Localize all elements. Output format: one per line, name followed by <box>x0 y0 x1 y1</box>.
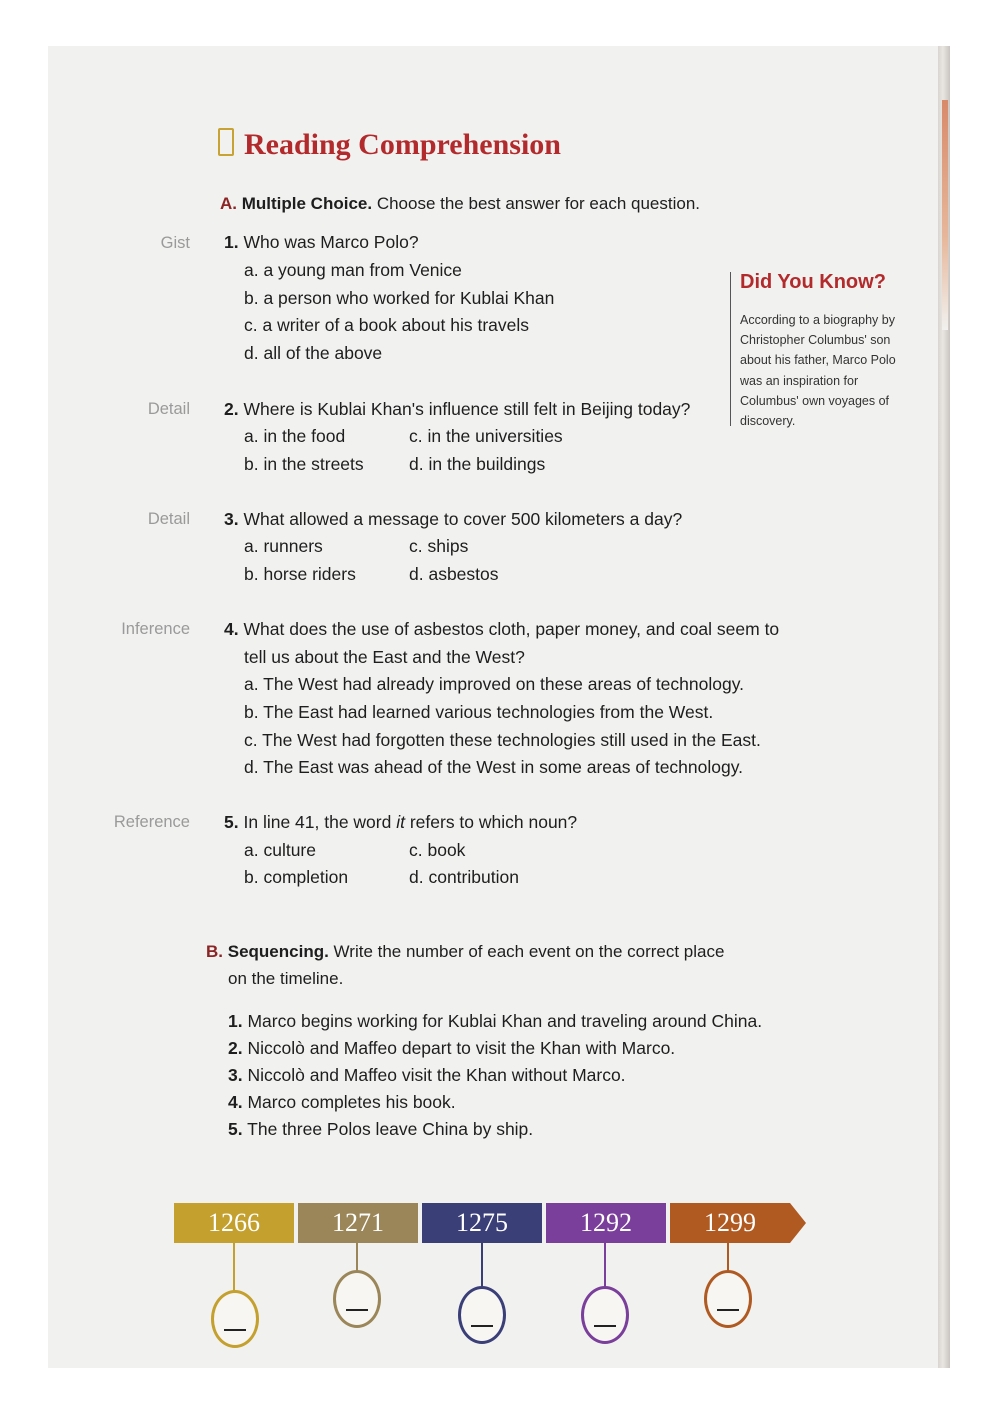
part-a-heading: Multiple Choice. <box>241 194 373 213</box>
answer-option[interactable]: c. ships <box>409 536 469 556</box>
part-a-label: A. <box>220 194 237 213</box>
question-4: 4. What does the use of asbestos cloth, paper money, and coal seem to <box>224 619 780 639</box>
part-a-text: Choose the best answer for each question. <box>376 194 701 213</box>
question-4-line-2: tell us about the East and the West? <box>244 647 525 667</box>
answer-blank <box>471 1325 493 1327</box>
answer-option[interactable]: b. The East had learned various technologies from the West. <box>244 702 714 722</box>
part-b-instruction <box>206 942 724 962</box>
timeline-segment: 1266 <box>174 1203 294 1243</box>
answer-option[interactable]: c. book <box>409 840 466 860</box>
question-category: Gist <box>160 234 190 252</box>
answer-option[interactable]: b. in the streets <box>244 454 364 474</box>
timeline-stem <box>356 1243 358 1273</box>
answer-blank <box>717 1309 739 1311</box>
question-5: 5. In line 41, the word it refers to which noun? <box>224 812 578 832</box>
timeline-segment: 1299 <box>670 1203 790 1243</box>
timeline-stem <box>481 1243 483 1289</box>
answer-option[interactable]: a. The West had already improved on these areas of technology. <box>244 674 745 694</box>
event-item: 4. Marco completes his book. <box>228 1092 456 1112</box>
answer-circle[interactable] <box>333 1270 381 1328</box>
answer-option[interactable]: d. in the buildings <box>409 454 546 474</box>
part-b-label: B. <box>206 942 223 961</box>
answer-option[interactable]: d. contribution <box>409 867 519 887</box>
answer-blank <box>224 1329 246 1331</box>
part-b-text: Write the number of each event on the correct place <box>333 942 725 961</box>
question-1: 1. Who was Marco Polo? <box>224 232 419 252</box>
question-category: Detail <box>147 510 190 528</box>
answer-option[interactable]: a. runners <box>244 536 323 556</box>
answer-circle[interactable] <box>704 1270 752 1328</box>
part-b-instruction-line-2: on the timeline. <box>228 969 344 988</box>
question-3: 3. What allowed a message to cover 500 kilometers a day? <box>224 509 683 529</box>
did-you-know-rule <box>730 272 731 426</box>
section-marker-icon <box>218 128 234 156</box>
page-edge-stripe <box>942 100 948 330</box>
timeline-stem <box>604 1243 606 1289</box>
answer-option[interactable]: d. asbestos <box>409 564 499 584</box>
timeline-segment: 1271 <box>298 1203 418 1243</box>
event-item: 3. Niccolò and Maffeo visit the Khan without Marco. <box>228 1065 626 1085</box>
question-category: Reference <box>113 813 190 831</box>
answer-circle[interactable] <box>211 1290 259 1348</box>
answer-option[interactable]: b. a person who worked for Kublai Khan <box>244 288 555 308</box>
section-title-text: Reading Comprehension <box>244 128 561 161</box>
answer-option[interactable]: d. The East was ahead of the West in some areas of technology. <box>244 757 744 777</box>
question-2: 2. Where is Kublai Khan's influence still felt in Beijing today? <box>224 399 691 419</box>
timeline-stem <box>727 1243 729 1273</box>
answer-option[interactable]: c. a writer of a book about his travels <box>244 315 529 335</box>
answer-blank <box>346 1309 368 1311</box>
answer-circle[interactable] <box>581 1286 629 1344</box>
did-you-know-title: Did You Know? <box>740 271 886 293</box>
answer-option[interactable]: c. in the universities <box>409 426 563 446</box>
timeline-stem <box>233 1243 235 1293</box>
answer-option[interactable]: c. The West had forgotten these technologies still used in the East. <box>244 730 761 750</box>
answer-option[interactable]: a. a young man from Venice <box>244 260 462 280</box>
timeline <box>174 1203 814 1243</box>
question-category: Inference <box>121 620 190 638</box>
part-b-heading: Sequencing. <box>227 942 329 961</box>
answer-option[interactable]: b. completion <box>244 867 349 887</box>
answer-blank <box>594 1325 616 1327</box>
event-item: 2. Niccolò and Maffeo depart to visit the Khan with Marco. <box>228 1038 676 1058</box>
answer-option[interactable]: a. culture <box>244 840 316 860</box>
timeline-arrow-icon <box>790 1203 806 1243</box>
event-item: 1. Marco begins working for Kublai Khan and traveling around China. <box>228 1011 763 1031</box>
answer-option[interactable]: b. horse riders <box>244 564 356 584</box>
answer-circle[interactable] <box>458 1286 506 1344</box>
timeline-segment: 1292 <box>546 1203 666 1243</box>
question-category: Detail <box>147 400 190 418</box>
answer-option[interactable]: d. all of the above <box>244 343 383 363</box>
timeline-segment: 1275 <box>422 1203 542 1243</box>
section-title <box>218 128 561 162</box>
event-item: 5. The three Polos leave China by ship. <box>228 1119 534 1139</box>
answer-option[interactable]: a. in the food <box>244 426 346 446</box>
did-you-know-body: According to a biography by Christopher Columbus' son about his father, Marco Polo was an inspiration for Columbus' own voyages of discovery. <box>740 313 896 429</box>
part-a-instruction <box>220 194 700 214</box>
